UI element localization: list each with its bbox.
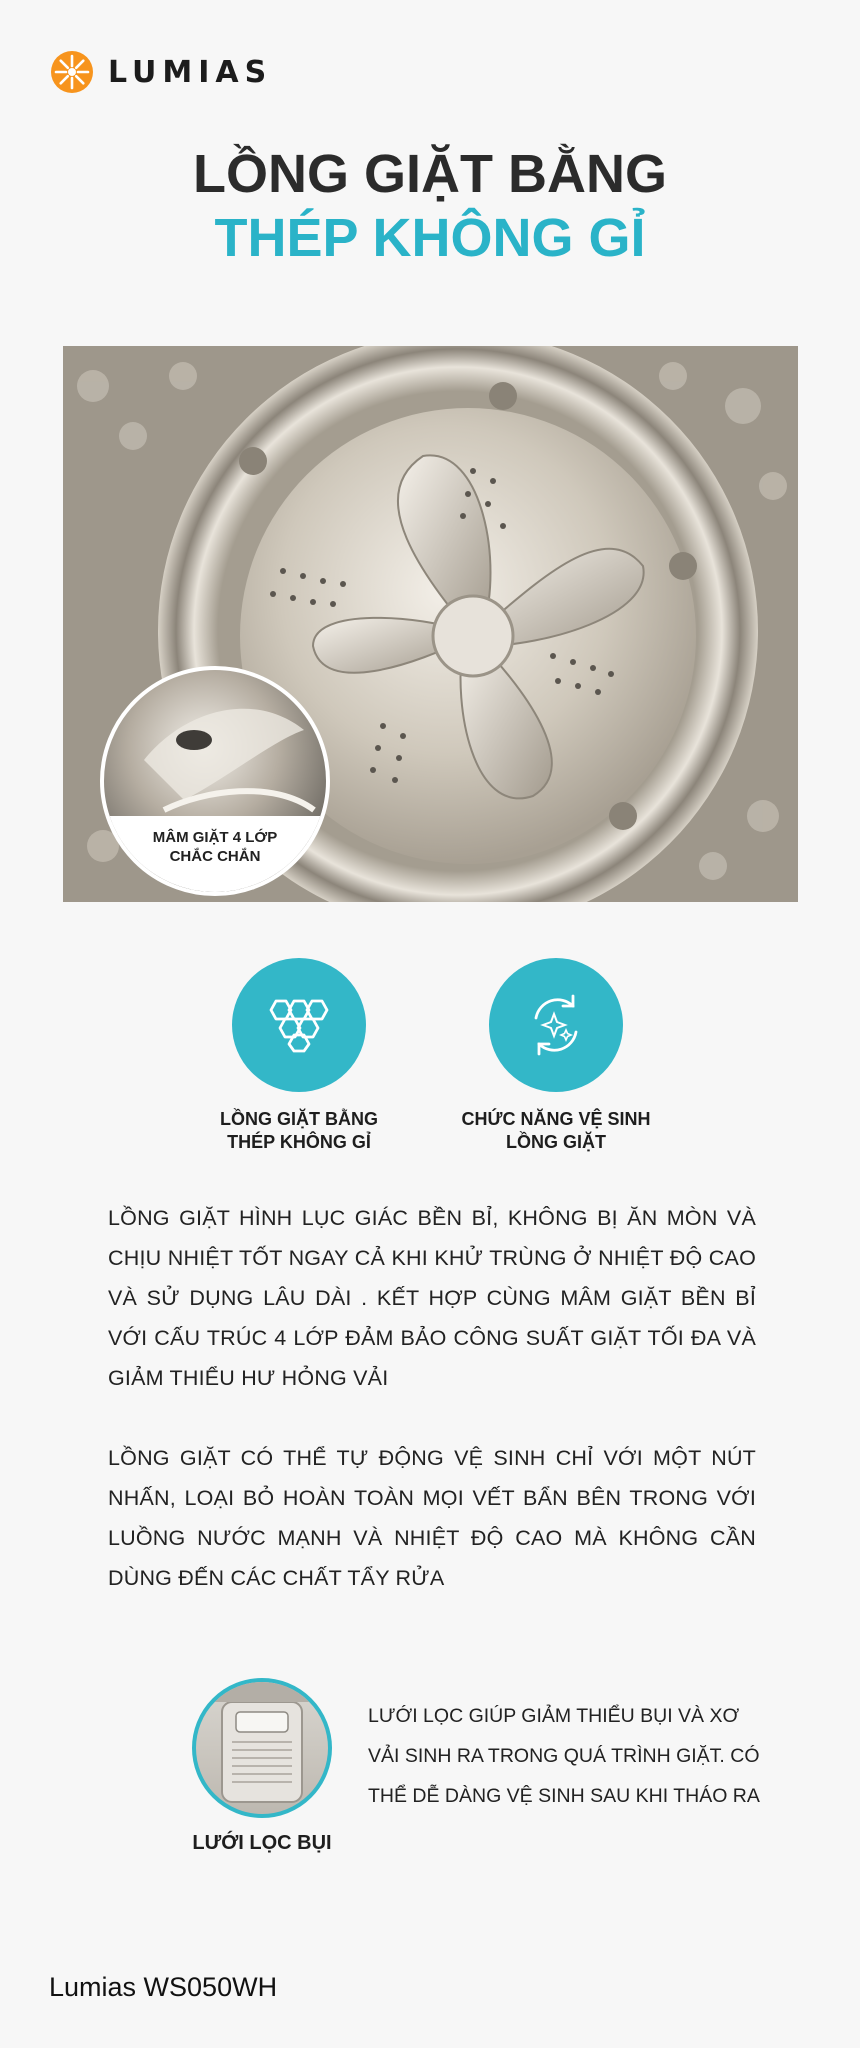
filter-title: LƯỚI LỌC BỤI xyxy=(192,1832,332,1854)
feature-icon-circle xyxy=(489,958,623,1092)
description-paragraph-2: LỒNG GIẶT CÓ THỂ TỰ ĐỘNG VỆ SINH CHỈ VỚI MỘT NÚT NHẤN, LOẠI BỎ HOÀN TOÀN MỌI VẾT BẨN BÊN TRONG VỚI LUỒNG NƯỚC MẠNH VÀ NHIỆT ĐỘ CAO MÀ KHÔNG CẦN DÙNG ĐẾN CÁC CHẤT TẨY RỬA xyxy=(108,1446,756,1590)
hexagon-cluster-icon xyxy=(259,995,339,1055)
feature-stainless-drum xyxy=(199,958,399,1154)
dust-filter-illustration xyxy=(196,1682,328,1814)
page-title xyxy=(0,142,860,270)
cycle-sparkle-icon xyxy=(521,990,591,1060)
inset-caption-text: MÂM GIẶT 4 LỚP CHẮC CHẮN xyxy=(152,829,278,865)
wash-plate-closeup xyxy=(100,666,330,896)
model-name: Lumias WS050WH xyxy=(49,1972,278,2002)
sun-logo-icon xyxy=(50,50,94,94)
feature-label: CHỨC NĂNG VỆ SINH LỒNG GIẶT xyxy=(461,1109,651,1152)
feature-icon-circle xyxy=(232,958,366,1092)
filter-description: LƯỚI LỌC GIÚP GIẢM THIỂU BỤI VÀ XƠ VẢI SINH RA TRONG QUÁ TRÌNH GIẶT. CÓ THỂ DỄ DÀNG VỆ SINH SAU KHI THÁO RA xyxy=(368,1705,760,1807)
description-paragraph-1: LỒNG GIẶT HÌNH LỤC GIÁC BỀN BỈ, KHÔNG BỊ ĂN MÒN VÀ CHỊU NHIỆT TỐT NGAY CẢ KHI KHỬ TRÙNG Ở NHIỆT ĐỘ CAO VÀ SỬ DỤNG LÂU DÀI . KẾT HỢP CÙNG MÂM GIẶT BỀN BỈ VỚI CẤU TRÚC 4 LỚP ĐẢM BẢO CÔNG SUẤT GIẶT TỐI ĐA VÀ GIẢM THIỂU HƯ HỎNG VẢI xyxy=(108,1206,756,1390)
brand-name: LUMIAS xyxy=(108,54,273,90)
title-line-2: THÉP KHÔNG GỈ xyxy=(214,208,646,268)
title-line-1: LỒNG GIẶT BẰNG xyxy=(193,144,667,204)
dust-filter-photo xyxy=(192,1678,332,1818)
inset-caption xyxy=(104,816,326,892)
brand-logo xyxy=(50,50,272,94)
feature-label: LỒNG GIẶT BẰNG THÉP KHÔNG GỈ xyxy=(220,1109,378,1152)
feature-drum-clean xyxy=(456,958,656,1154)
